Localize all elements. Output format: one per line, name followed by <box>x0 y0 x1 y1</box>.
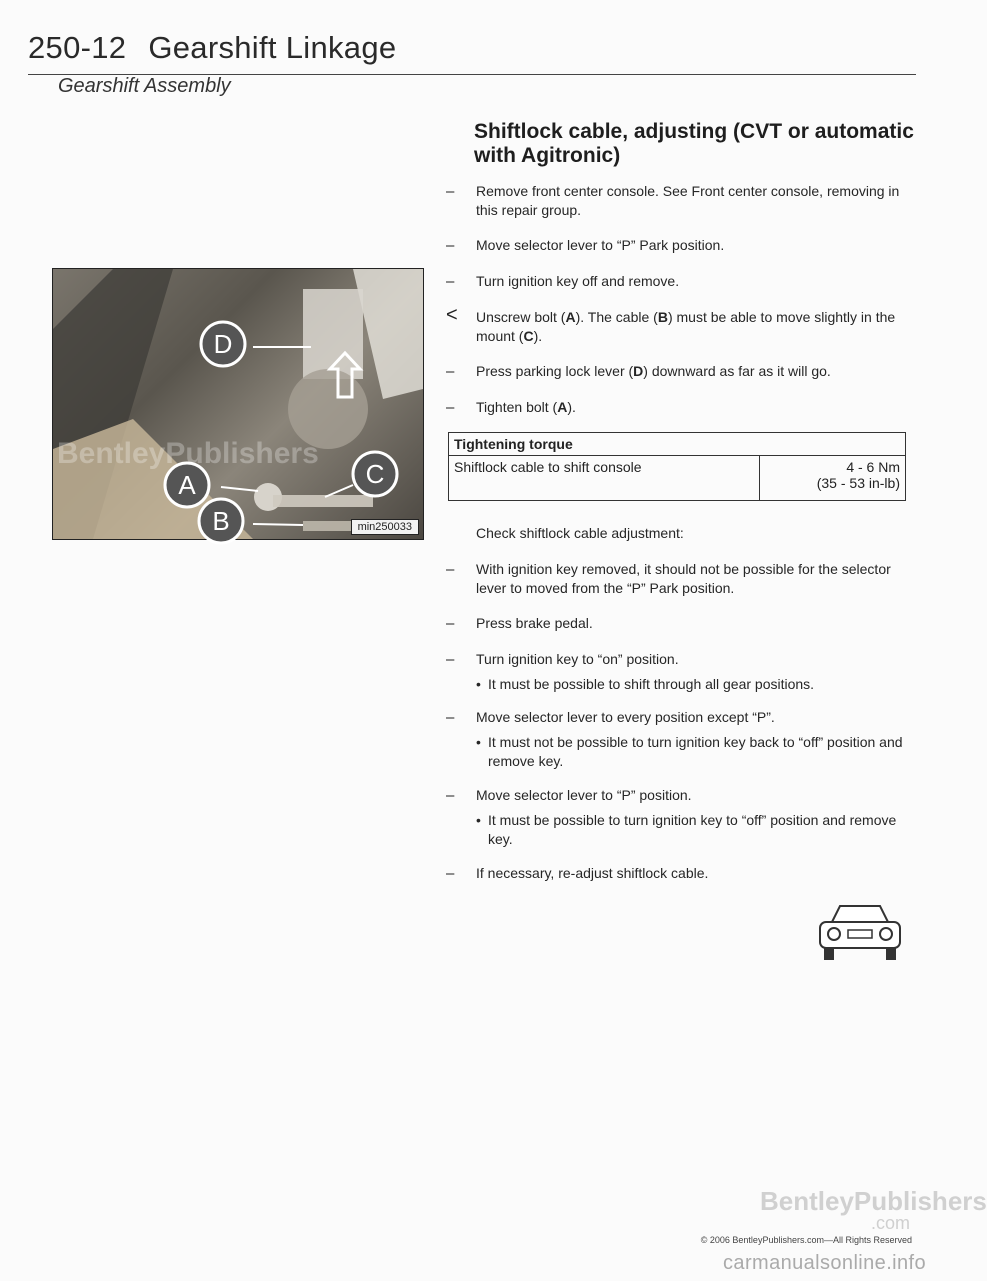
step-text: ) downward as far as it will go. <box>643 363 831 379</box>
component-photo <box>52 268 424 540</box>
step-remove-console <box>446 182 912 220</box>
callout-c <box>353 452 397 496</box>
step-selector-park <box>446 236 912 255</box>
torque-value <box>760 456 906 501</box>
ref-a: A <box>565 309 576 325</box>
torque-value-inlb: (35 - 53 in-lb) <box>816 475 900 491</box>
step-text: If necessary, re-adjust shiftlock cable. <box>476 865 709 881</box>
footer-brand <box>760 1186 987 1234</box>
step-text: Press parking lock lever ( <box>476 363 634 379</box>
step-unscrew-bolt <box>446 304 912 346</box>
dash-icon: – <box>446 709 455 726</box>
step-text: With ignition key removed, it should not be possible for the selector lever to moved from the “P” Park position. <box>476 561 891 596</box>
ref-b: B <box>657 309 668 325</box>
step-tighten-bolt <box>446 398 912 417</box>
dash-icon: – <box>446 273 455 290</box>
dash-icon: – <box>446 237 455 254</box>
copyright-text: © 2006 BentleyPublishers.com—All Rights Reserved <box>700 1235 912 1245</box>
dash-icon: – <box>446 363 455 380</box>
dash-icon: – <box>446 651 455 668</box>
step-text: Turn ignition key to “on” position. <box>476 651 679 667</box>
callout-d-label: D <box>213 329 233 359</box>
check-heading: Check shiftlock cable adjustment: <box>476 525 684 541</box>
section-subtitle: Gearshift Assembly <box>58 75 231 97</box>
step-text: Move selector lever to every position except “P”. <box>476 709 775 725</box>
ref-c: C <box>523 328 534 344</box>
step-text: Press brake pedal. <box>476 615 593 631</box>
callout-b-label: B <box>212 506 230 536</box>
torque-heading: Tightening torque <box>449 433 906 456</box>
dash-icon: – <box>446 787 455 804</box>
torque-item: Shiftlock cable to shift console <box>449 456 760 501</box>
step-text: ). <box>567 399 576 415</box>
step-selector-p <box>446 786 912 849</box>
torque-table <box>448 432 906 501</box>
step-readjust <box>446 864 912 883</box>
brand-com: .com <box>870 1213 910 1233</box>
photo-watermark: BentleyPublishers <box>57 437 319 470</box>
photo-illustration <box>53 269 423 539</box>
callout-b <box>199 499 243 543</box>
step-text: Turn ignition key off and remove. <box>476 273 680 289</box>
callout-c-label: C <box>365 459 385 489</box>
dash-icon: – <box>446 615 455 632</box>
page-title <box>28 30 396 66</box>
step-brake-pedal <box>446 614 912 633</box>
ref-d: D <box>633 363 644 379</box>
site-watermark: carmanualsonline.info <box>723 1252 926 1274</box>
step-text: ) must be able to move slightly in the mount ( <box>476 309 896 344</box>
callout-a-label: A <box>178 470 196 500</box>
dash-icon: – <box>446 399 455 416</box>
step-key-on <box>446 650 912 694</box>
chapter-title: Gearshift Linkage <box>148 30 397 65</box>
step-every-position <box>446 708 912 771</box>
callout-d <box>201 322 245 366</box>
bullet-item: • It must not be possible to turn ignition key back to “off” position and remove key. <box>476 733 912 771</box>
dash-icon: – <box>446 865 455 882</box>
torque-value-nm: 4 - 6 Nm <box>846 459 900 475</box>
bullet-item: • It must be possible to turn ignition key to “off” position and remove key. <box>476 811 912 849</box>
step-text: Move selector lever to “P” position. <box>476 787 692 803</box>
ref-a: A <box>557 399 568 415</box>
step-text: ). The cable ( <box>575 309 658 325</box>
step-text: Tighten bolt ( <box>476 399 558 415</box>
step-press-lever <box>446 362 912 381</box>
brand-name: BentleyPublishers <box>760 1186 987 1216</box>
step-text: ). <box>533 328 543 344</box>
bullet-item: • It must be possible to shift through all gear positions. <box>476 675 912 694</box>
photo-id-label: min250033 <box>351 519 419 535</box>
dash-icon: – <box>446 561 455 578</box>
procedure-title: Shiftlock cable, adjusting (CVT or automatic with Agitronic) <box>474 120 914 167</box>
step-text: Unscrew bolt ( <box>476 309 566 325</box>
page-number: 250-12 <box>28 30 127 65</box>
arrow-left-icon: < <box>446 304 458 326</box>
step-text: Move selector lever to “P” Park position. <box>476 237 725 253</box>
mini-car-icon <box>810 900 910 962</box>
dash-icon: – <box>446 183 455 200</box>
step-key-removed-check <box>446 560 912 598</box>
step-key-off <box>446 272 912 291</box>
step-text: Remove front center console. See Front center console, removing in this repair group. <box>476 183 900 218</box>
